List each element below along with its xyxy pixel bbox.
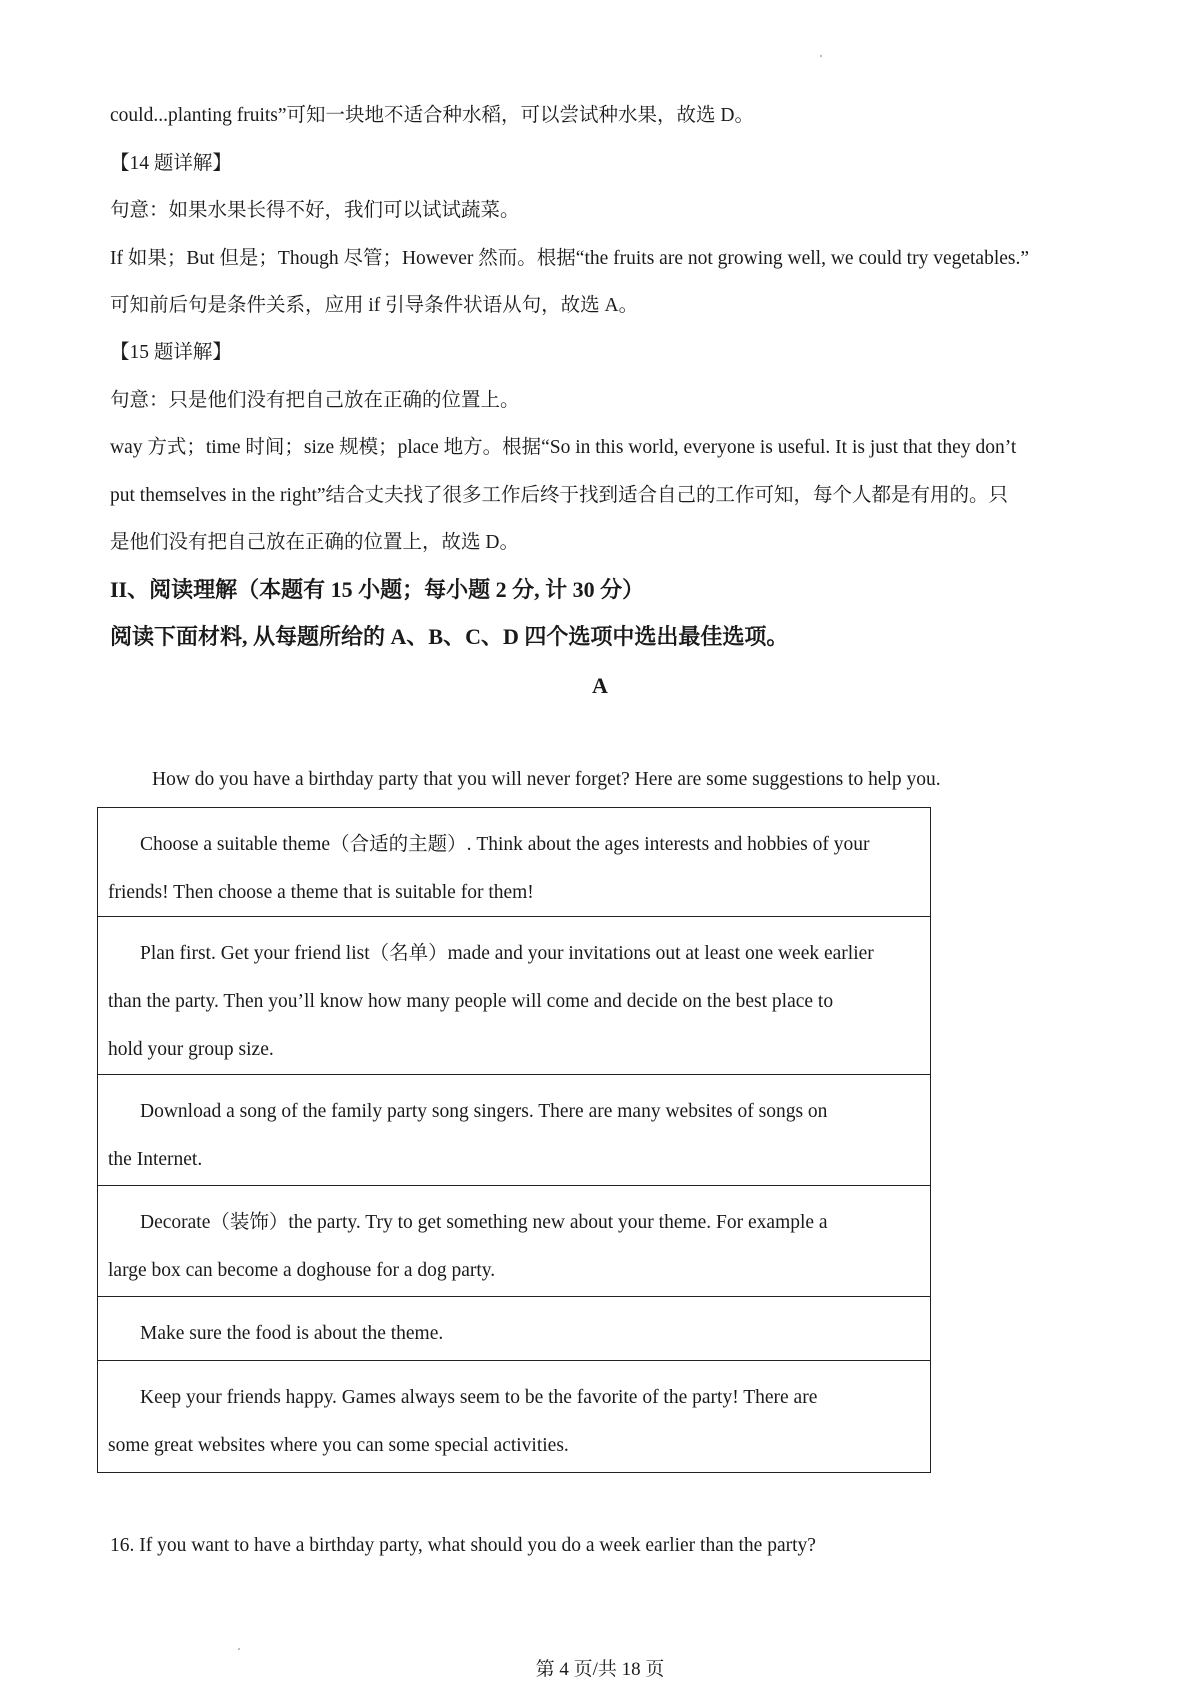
page-number: 第 4 页/共 18 页 (535, 1659, 665, 1680)
question-14-heading: 【14 题详解】 (110, 153, 232, 174)
explanation-line: 可知前后句是条件关系，应用 if 引导条件状语从句，故选 A。 (110, 295, 639, 316)
suggestion-line: hold your group size. (108, 1039, 274, 1060)
section-instruction: 阅读下面材料, 从每题所给的 A、B、C、D 四个选项中选出最佳选项。 (110, 624, 789, 649)
explanation-line: 是他们没有把自己放在正确的位置上，故选 D。 (110, 532, 519, 553)
suggestion-cell (98, 917, 930, 1075)
suggestion-line: than the party. Then you’ll know how many people will come and decide on the best place to (108, 991, 834, 1012)
explanation-line: way 方式；time 时间；size 规模；place 地方。根据“So in this world, everyone is useful. It is just that they don’t (110, 437, 1017, 458)
suggestion-line: Keep your friends happy. Games always seem to be the favorite of the party! There are (140, 1387, 818, 1408)
suggestion-cell (98, 1297, 930, 1361)
suggestion-line: Plan first. Get your friend list（名单）made and your invitations out at least one week earlier (140, 943, 874, 964)
bottom-dot (238, 1648, 240, 1650)
passage-intro: How do you have a birthday party that you will never forget? Here are some suggestions to help you. (152, 769, 941, 790)
explanation-line: If 如果；But 但是；Though 尽管；However 然而。根据“the fruits are not growing well, we could try vegetables.” (110, 248, 1030, 269)
explanation-line: put themselves in the right”结合丈夫找了很多工作后终于找到适合自己的工作可知，每个人都是有用的。只 (110, 485, 1009, 506)
suggestion-line: some great websites where you can some special activities. (108, 1435, 569, 1456)
explanation-line: 句意：只是他们没有把自己放在正确的位置上。 (110, 390, 520, 411)
suggestion-cell (98, 808, 930, 917)
suggestions-table (97, 807, 931, 1473)
suggestion-cell (98, 1361, 930, 1472)
section-heading: II、阅读理解（本题有 15 小题；每小题 2 分, 计 30 分） (110, 577, 645, 602)
top-dot (820, 55, 822, 57)
suggestion-line: friends! Then choose a theme that is suitable for them! (108, 882, 534, 903)
suggestion-cell (98, 1075, 930, 1186)
suggestion-line: large box can become a doghouse for a dog party. (108, 1260, 496, 1281)
suggestion-line: Choose a suitable theme（合适的主题）. Think about the ages interests and hobbies of your (140, 834, 870, 855)
question-16: 16. If you want to have a birthday party, what should you do a week earlier than the party? (110, 1535, 816, 1556)
explanation-line: 句意：如果水果长得不好，我们可以试试蔬菜。 (110, 200, 520, 221)
suggestion-line: Make sure the food is about the theme. (140, 1323, 444, 1344)
suggestion-line: the Internet. (108, 1149, 203, 1170)
question-15-heading: 【15 题详解】 (110, 342, 232, 363)
passage-label: A (592, 673, 608, 698)
suggestion-cell (98, 1186, 930, 1297)
explanation-line: could...planting fruits”可知一块地不适合种水稻，可以尝试种水果，故选 D。 (110, 105, 755, 126)
suggestion-line: Download a song of the family party song singers. There are many websites of songs on (140, 1101, 828, 1122)
suggestion-line: Decorate（装饰）the party. Try to get something new about your theme. For example a (140, 1212, 828, 1233)
